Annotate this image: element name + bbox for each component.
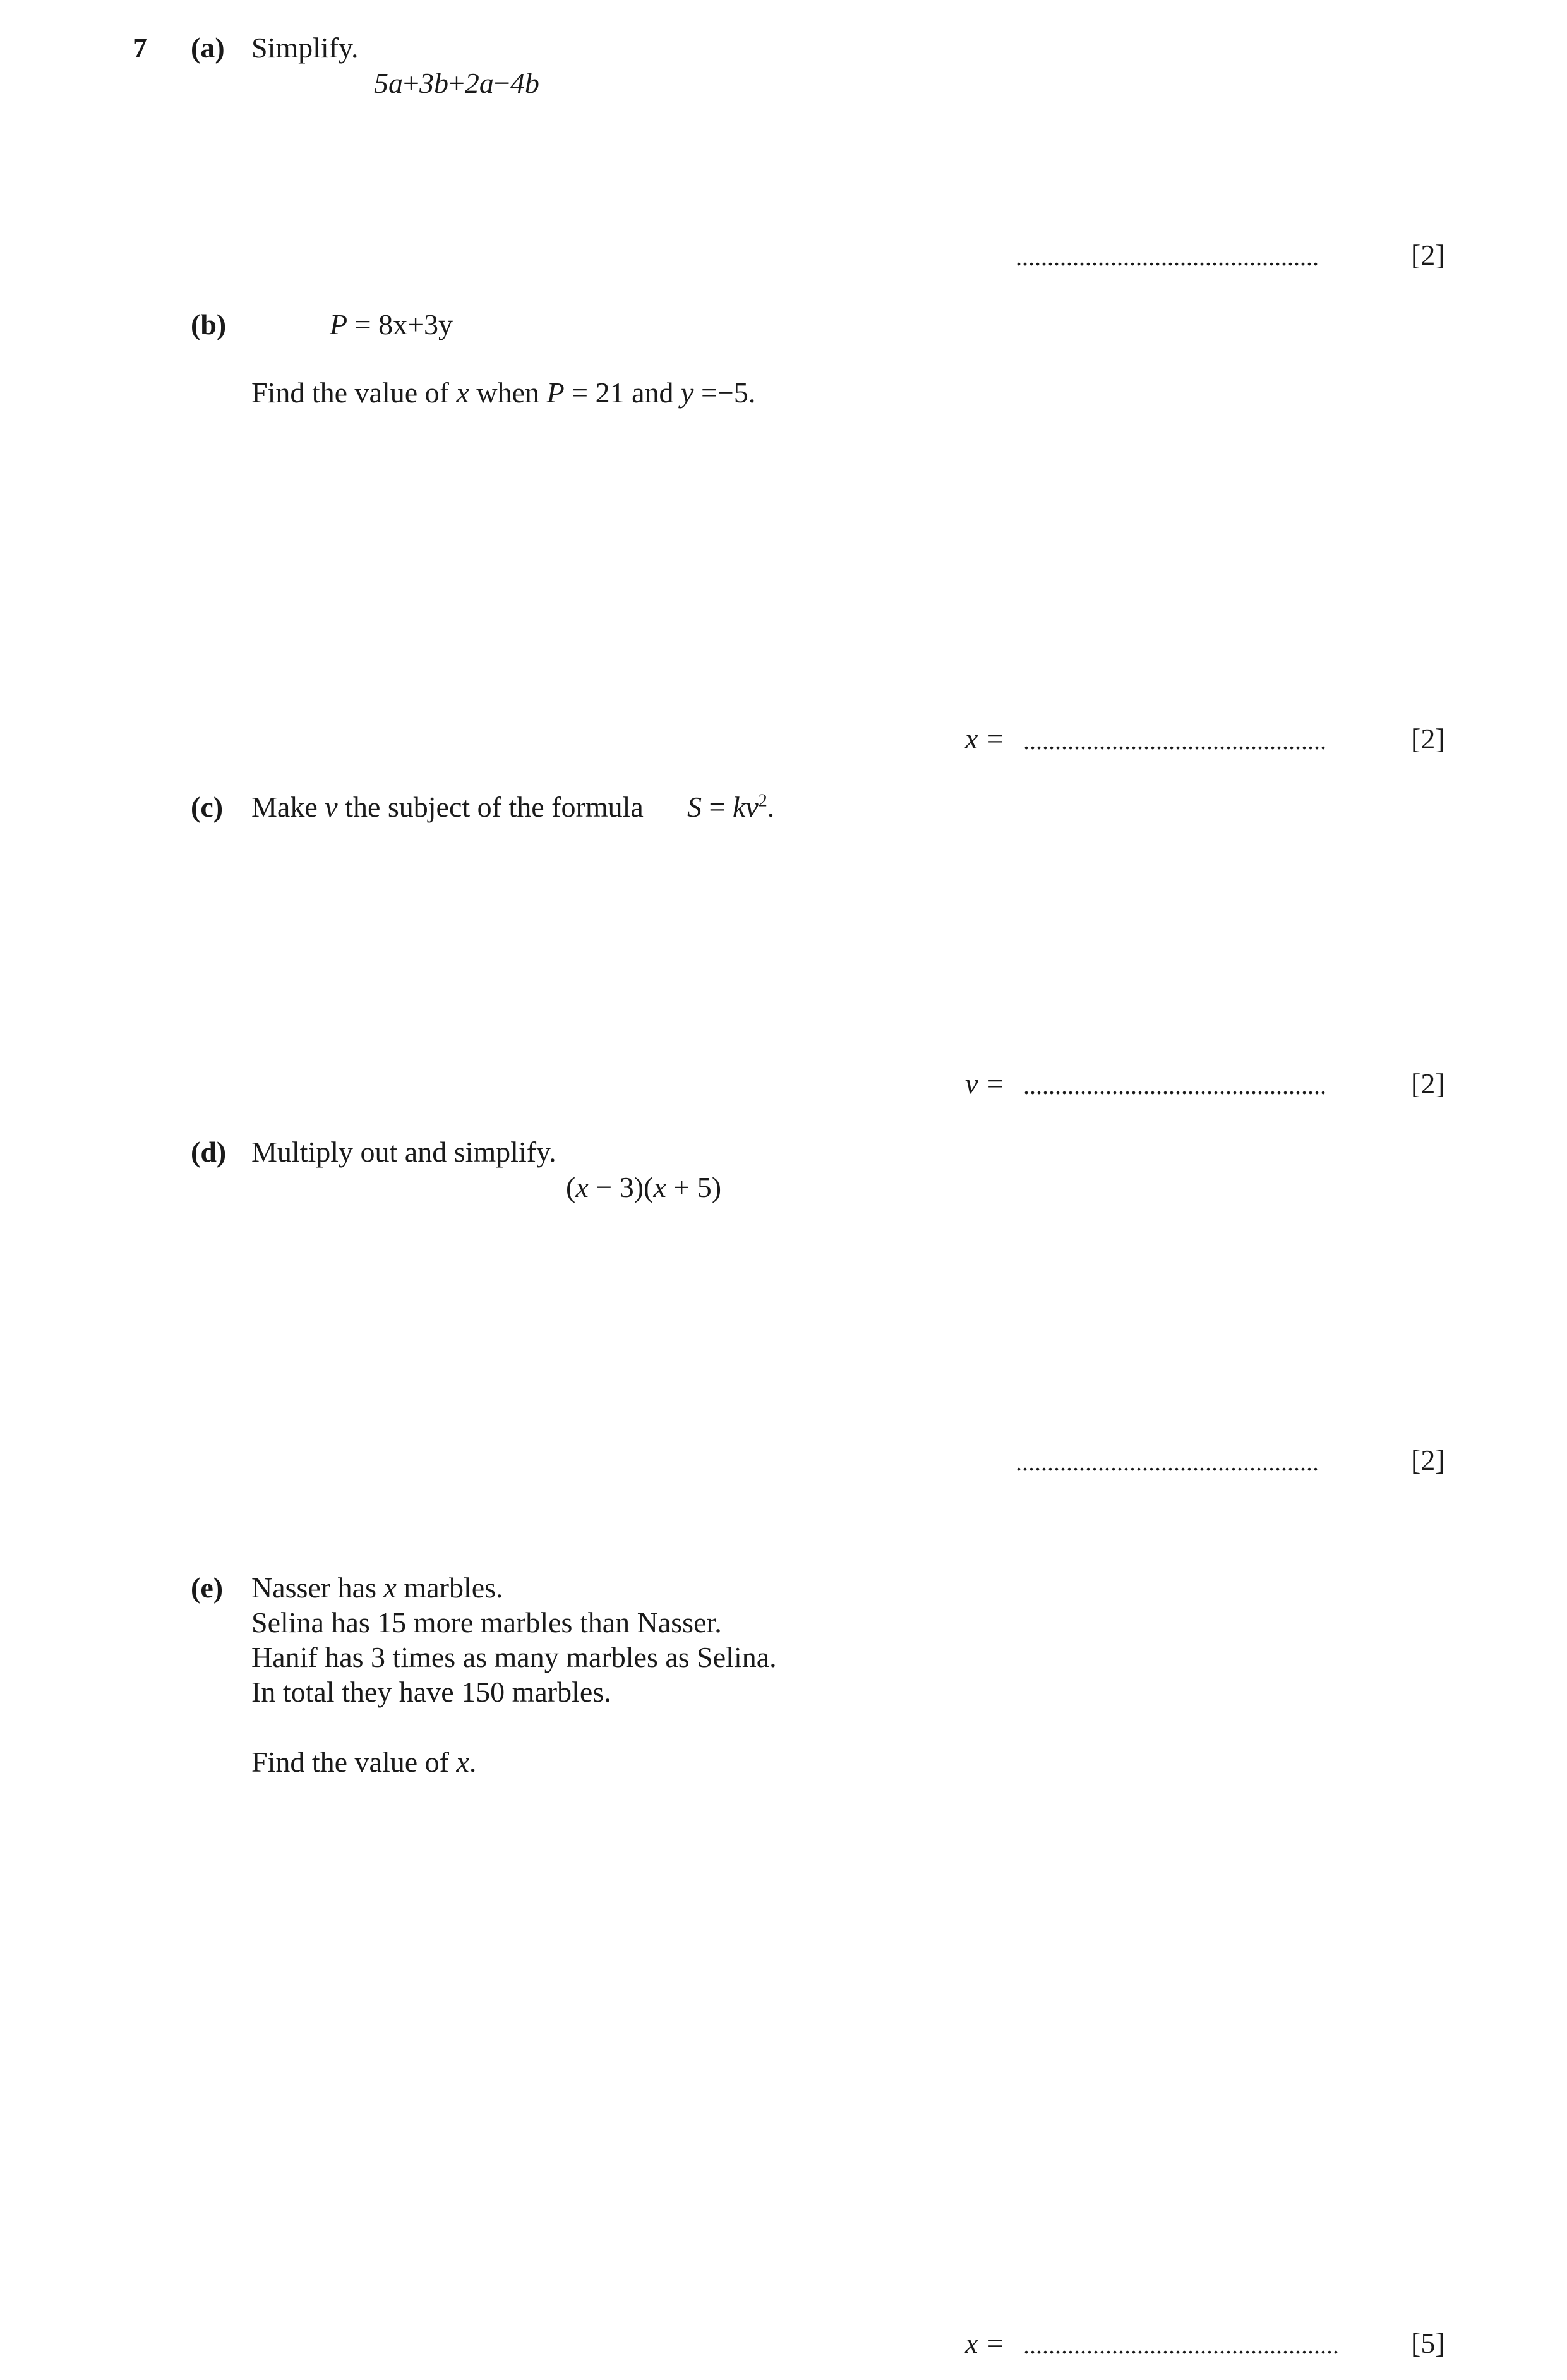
part-b-label: (b) <box>191 308 227 340</box>
part-a-marks: [2] <box>1411 239 1445 271</box>
part-d-instruction: Multiply out and simplify. <box>251 1136 556 1168</box>
part-e-answer-line[interactable]: .................................................. <box>1023 2331 1339 2359</box>
part-d-label: (d) <box>191 1136 227 1168</box>
part-c-answer-label: v = <box>965 1067 1005 1100</box>
part-d-marks: [2] <box>1411 1444 1445 1476</box>
part-e-answer-label: x = <box>965 2327 1005 2359</box>
part-a-label: (a) <box>191 32 225 64</box>
part-c-instruction: Make v the subject of the formula <box>251 791 644 823</box>
part-b-instruction: Find the value of x when P = 21 and y =−5. <box>251 376 756 409</box>
part-b-answer-line[interactable]: ................................................ <box>1023 726 1326 755</box>
part-d-expression: (x − 3)(x + 5) <box>566 1171 722 1203</box>
question-number: 7 <box>133 32 147 64</box>
part-b-answer-label: x = <box>965 723 1005 755</box>
part-b-marks: [2] <box>1411 723 1445 755</box>
part-a-expression: 5a+3b+2a−4b <box>374 67 539 99</box>
part-c-formula: $S = kv^2$. <box>687 791 775 823</box>
part-c-answer-line[interactable]: ................................................ <box>1023 1071 1326 1100</box>
part-a-instruction: Simplify. <box>251 32 359 64</box>
part-c-label: (c) <box>191 791 224 823</box>
part-e-label: (e) <box>191 1572 224 1604</box>
part-e-line-3: Hanif has 3 times as many marbles as Selina. <box>251 1641 777 1673</box>
part-c-marks: [2] <box>1411 1067 1445 1100</box>
part-a-answer-line[interactable]: ................................................ <box>1016 243 1319 271</box>
part-e-instruction: Find the value of x. <box>251 1746 477 1778</box>
part-e-line-4: In total they have 150 marbles. <box>251 1676 611 1708</box>
part-e-line-1: Nasser has x marbles. <box>251 1572 503 1604</box>
part-b-formula: P = 8x+3y <box>330 308 453 340</box>
term-5a: 5a <box>374 67 403 99</box>
part-e-line-2: Selina has 15 more marbles than Nasser. <box>251 1606 722 1638</box>
part-d-answer-line[interactable]: ................................................ <box>1016 1448 1319 1476</box>
part-e-marks: [5] <box>1411 2327 1445 2359</box>
